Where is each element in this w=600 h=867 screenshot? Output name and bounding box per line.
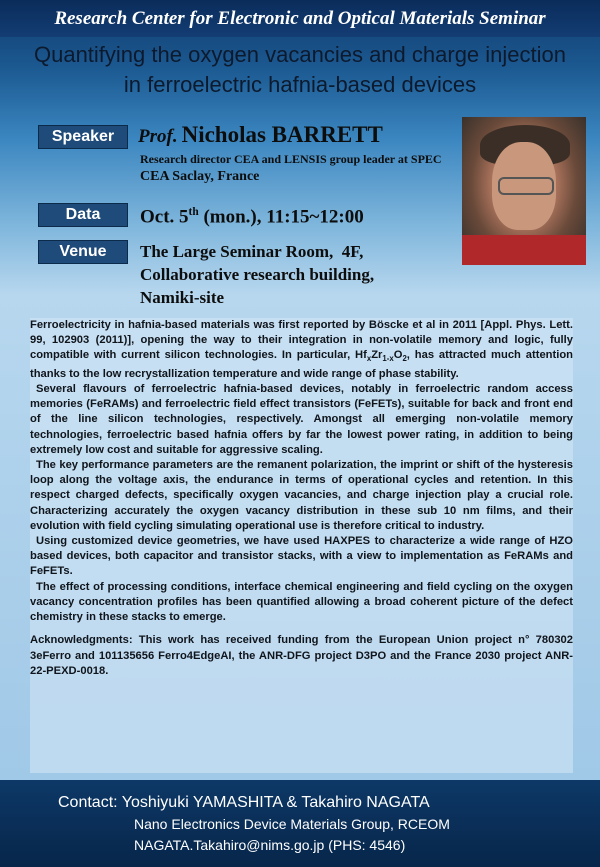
date-text-2: (mon.), 11:15~12:00: [198, 206, 364, 228]
speaker-affiliation-1: Research director CEA and LENSIS group leader at SPEC: [140, 152, 442, 166]
speaker-photo: [462, 117, 586, 265]
talk-title: [0, 40, 600, 110]
date-label: Data: [38, 203, 128, 227]
date-suffix: th: [188, 206, 199, 218]
venue-label: Venue: [38, 240, 128, 264]
seminar-banner: Research Center for Electronic and Optical Materials Seminar: [0, 0, 600, 37]
title-line-1: Quantifying the oxygen vacancies and charge injection: [33, 42, 566, 67]
speaker-name: [138, 122, 383, 148]
venue-line-2: Collaborative research building,: [140, 265, 375, 284]
abstract-paragraph-2: Several flavours of ferroelectric hafnia-based devices, notably in ferroelectric random access memories (FeRAMs) and ferroelectric field effect transistors (FeFETs), suitable for back and front end of the line silicon technologies, respectively. Amongst all emerging non-volatile memory technologies, ferroelectric based hafnia offers by far the lowest power rating, in addition to being extremely low cost and suitable for aggressive scaling.: [30, 383, 573, 456]
contact-email: NAGATA.Takahiro@nims.go.jp (PHS: 4546): [134, 837, 406, 853]
venue-line-1: The Large Seminar Room, 4F,: [140, 242, 364, 261]
abstract-paragraph-4: Using customized device geometries, we have used HAXPES to characterize a wide range of HZO based devices, both capacitor and transistor stacks, with a view to implementation as FeRAMs and FeFETs.: [30, 535, 573, 578]
venue-line-3: Namiki-site: [140, 288, 225, 307]
speaker-prefix: Prof.: [138, 126, 178, 147]
event-venue: [140, 240, 374, 309]
contact-names: Contact: Yoshiyuki YAMASHITA & Takahiro NAGATA: [58, 794, 430, 811]
abstract-paragraph-5: The effect of processing conditions, interface chemical engineering and field cycling on the oxygen vacancy concentration profiles has been quantified allowing a broad coherent picture of the defect chemistry in these stacks to emerge.: [30, 580, 573, 624]
event-date: [140, 200, 364, 229]
title-line-2: in ferroelectric hafnia-based devices: [123, 72, 477, 97]
abstract-paragraph-1: Ferroelectricity in hafnia-based materials was first reported by Böscke et al in 2011 [Appl. Phys. Lett. 99, 102903 (2011)], opening the way to their integration in non-volatile memory and logic, fully compatible with current silicon technologies. In particular, $Hf_xZr_{1-x}O_2$, has attracted much attention thanks to the low recrystallization temperature and wide range of phase stability.: [30, 319, 573, 380]
speaker-label: Speaker: [38, 125, 128, 149]
speaker-full-name: Nicholas BARRETT: [181, 122, 383, 147]
abstract-paragraph-3: The key performance parameters are the remanent polarization, the imprint or shift of the hysteresis loop along the voltage axis, the endurance in terms of operational cycles and retention. In this respect charged defects, specifically oxygen vacancies, and charge injection play a crucial role. Characterizing accurately the oxygen vacancy distribution in these sub 10 nm films, and their evolution with field cycling simulating operational use is therefore critical to industry.: [30, 459, 573, 532]
acknowledgments: Acknowledgments: This work has received funding from the European Union project n° 780302 3eFerro and 101135656 Ferro4EdgeAI, the ANR-DFG project D3PO and the France 2030 project ANR-22-PEXD-0018.: [30, 634, 573, 677]
contact-group: Nano Electronics Device Materials Group, RCEOM: [134, 816, 450, 832]
abstract: [30, 318, 573, 773]
date-text-1: Oct. 5: [140, 206, 189, 228]
contact-footer: [0, 780, 600, 867]
speaker-affiliation-2: CEA Saclay, France: [140, 169, 260, 184]
